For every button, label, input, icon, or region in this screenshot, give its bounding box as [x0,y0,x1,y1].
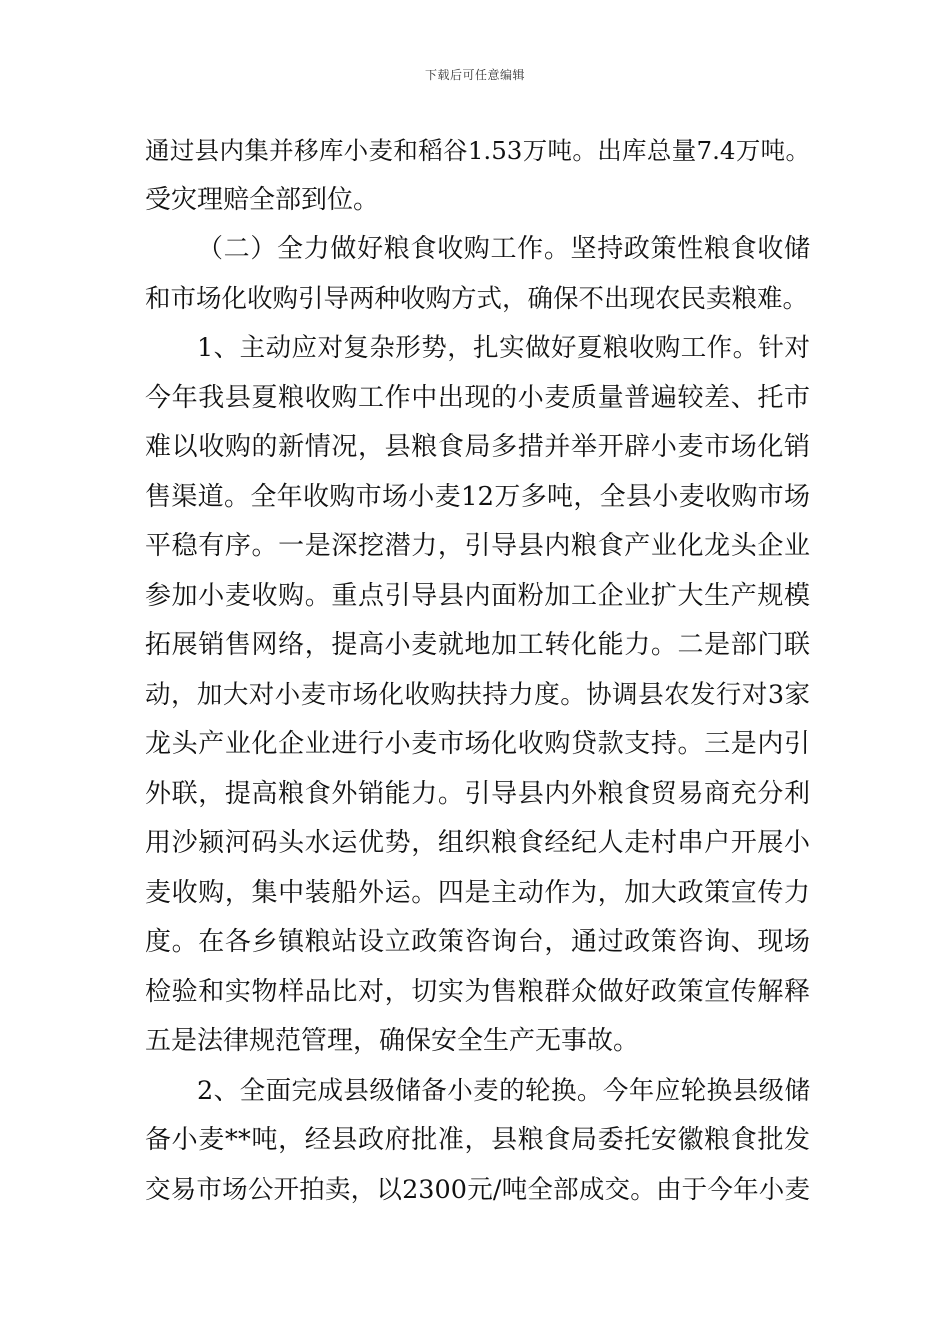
text-line: 备小麦**吨，经县政府批准，县粮食局委托安徽粮食批发 [145,1125,810,1155]
text-line: 麦收购，集中装船外运。四是主动作为，加大政策宣传力 [145,877,810,908]
page-header: 下载后可任意编辑 [424,68,525,82]
text-line: 检验和实物样品比对，切实为售粮群众做好政策宣传解释 [145,976,810,1007]
text-line: 龙头产业化企业进行小麦市场化收购贷款支持。三是内引 [145,729,810,759]
subsection-heading: 2、全面完成县级储备小麦的轮换。今年应轮换县级储 [197,1075,810,1106]
text-line: 动，加大对小麦市场化收购扶持力度。协调县农发行对3家 [145,679,810,710]
text-line: 交易市场公开拍卖，以2300元/吨全部成交。由于今年小麦 [145,1174,810,1205]
text-line: 和市场化收购引导两种收购方式，确保不出现农民卖粮难。 [145,283,809,314]
text-line: 售渠道。全年收购市场小麦12万多吨，全县小麦收购市场 [145,481,810,512]
text-line: 通过县内集并移库小麦和稻谷1.53万吨。出库总量7.4万吨。 [145,136,810,165]
text-line: 拓展销售网络，提高小麦就地加工转化能力。二是部门联 [145,630,810,660]
text-line: 用沙颍河码头水运优势，组织粮食经纪人走村串户开展小 [145,828,810,858]
text-line: 参加小麦收购。重点引导县内面粉加工企业扩大生产规模 [145,580,810,611]
text-line: 平稳有序。一是深挖潜力，引导县内粮食产业化龙头企业 [145,531,810,561]
text-line: 难以收购的新情况，县粮食局多措并举开辟小麦市场化销 [145,432,810,462]
text-line: 今年我县夏粮收购工作中出现的小麦质量普遍较差、托市 [145,382,810,413]
text-line: 五是法律规范管理，确保安全生产无事故。 [145,1026,640,1056]
subsection-heading: 1、主动应对复杂形势，扎实做好夏粮收购工作。针对 [197,333,810,363]
text-line: 度。在各乡镇粮站设立政策咨询台，通过政策咨询、现场 [145,927,810,957]
text-line: 外联，提高粮食外销能力。引导县内外粮食贸易商充分利 [145,778,810,809]
document-body [145,126,810,1215]
section-heading: （二）全力做好粮食收购工作。坚持政策性粮食收储 [197,234,810,264]
text-line: 受灾理赔全部到位。 [145,184,380,215]
